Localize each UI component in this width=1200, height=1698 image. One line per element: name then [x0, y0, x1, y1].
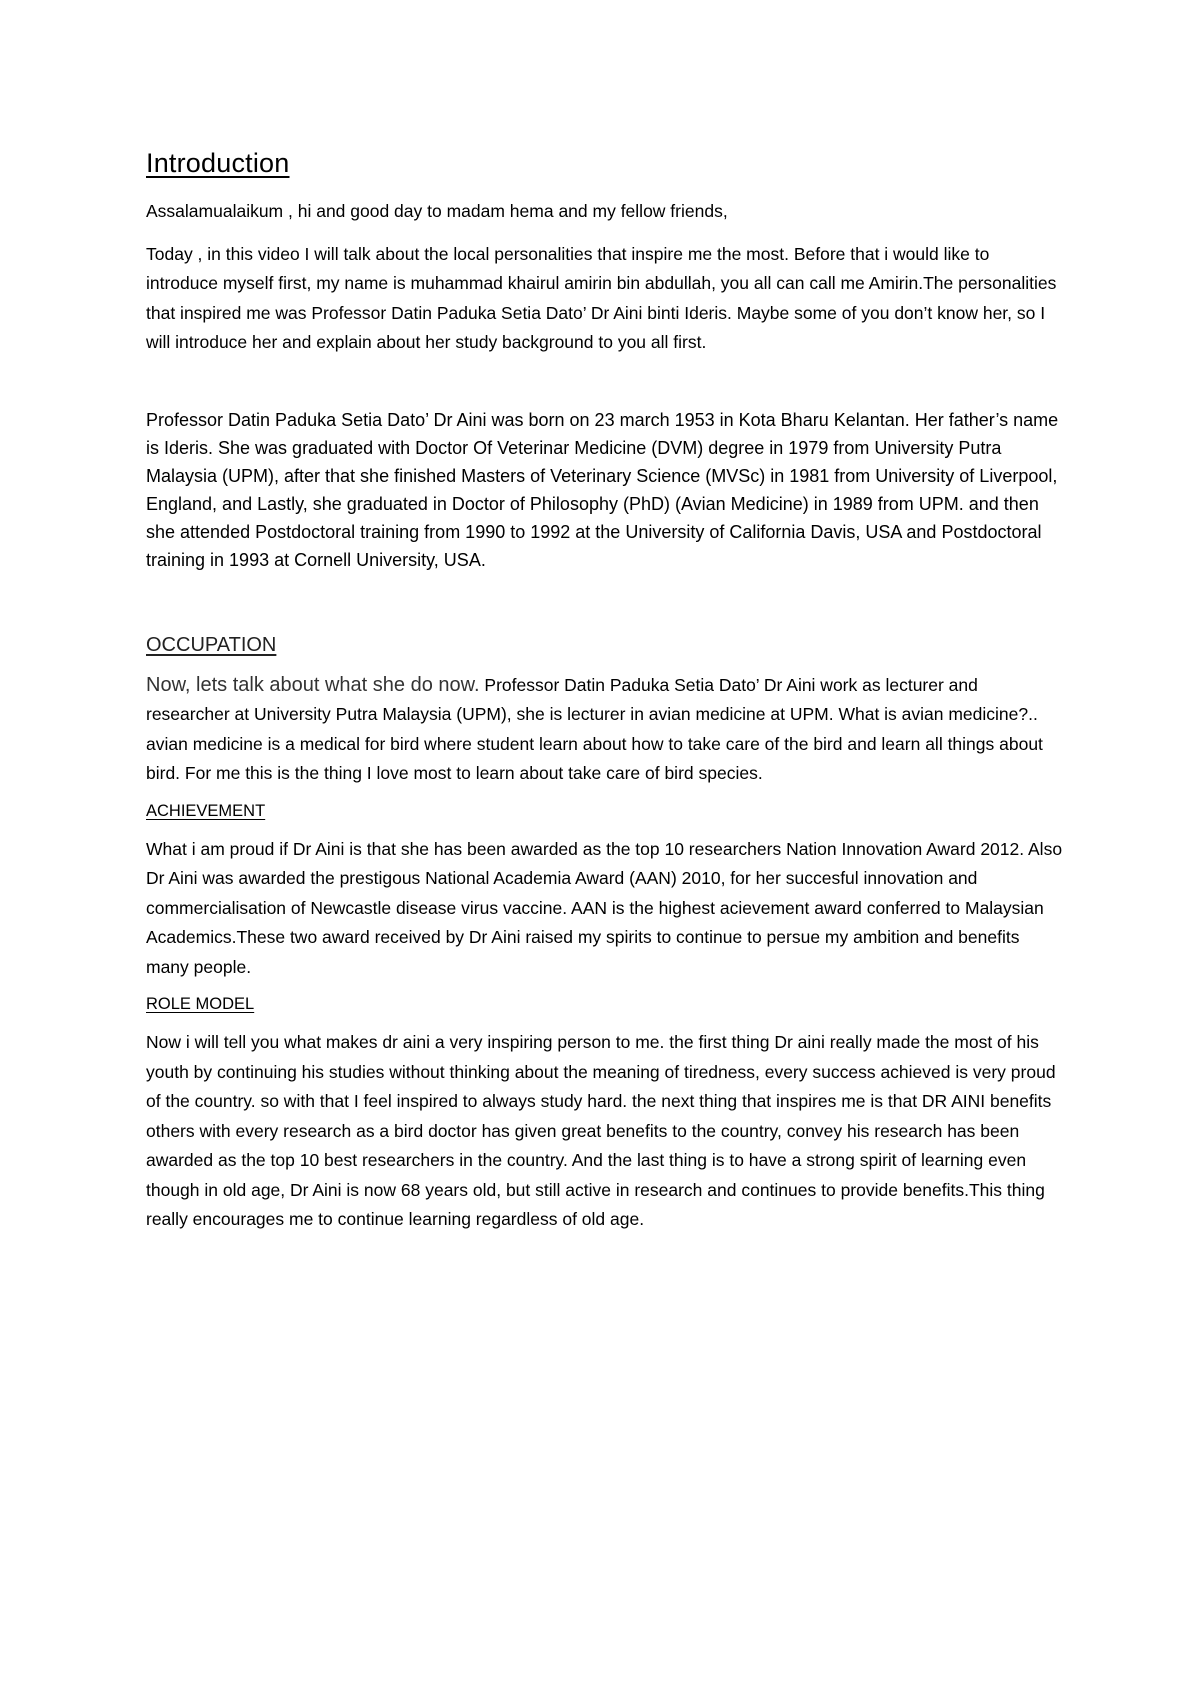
document-body: [146, 148, 1064, 1248]
introduction-heading: Introduction: [146, 148, 290, 178]
biography-paragraph: Professor Datin Paduka Setia Dato’ Dr Aini was born on 23 march 1953 in Kota Bharu Kelantan. Her father’s name is Ideris. She was graduated with Doctor Of Veterinar Medicine (DVM) degree in 1979 from University Putra Malaysia (UPM), after that she finished Masters of Veterinary Science (MVSc) in 1981 from University of Liverpool, England, and Lastly, she graduated in Doctor of Philosophy (PhD) (Avian Medicine) in 1989 from UPM. and then she attended Postdoctoral training from 1990 to 1992 at the University of California Davis, USA and Postdoctoral training in 1993 at Cornell University, USA.: [146, 409, 1059, 570]
occupation-body: Professor Datin Paduka Setia Dato’ Dr Aini work as lecturer and researcher at University Putra Malaysia (UPM), she is lecturer in avian medicine at UPM. What is avian medicine?.. avian medicine is a medical for bird where student learn about how to take care of the bird and learn all things about bird. For me this is the thing I love most to learn about take care of bird species.: [146, 674, 1043, 783]
occupation-heading: OCCUPATION: [146, 633, 277, 656]
role-model-paragraph: Now i will tell you what makes dr aini a very inspiring person to me. the first thing Dr aini really made the most of his youth by continuing his studies without thinking about the meaning of tiredness, every success achieved is very proud of the country. so with that I feel inspired to always study hard. the next thing that inspires me is that DR AINI benefits others with every research as a bird doctor has given great benefits to the country, convey his research has been awarded as the top 10 best researchers in the country. And the last thing is to have a strong spirit of learning even though in old age, Dr Aini is now 68 years old, but still active in research and continues to provide benefits.This thing really encourages me to continue learning regardless of old age.: [146, 1032, 1056, 1229]
greeting-paragraph: Assalamualaikum , hi and good day to madam hema and my fellow friends,: [146, 201, 728, 221]
occupation-paragraph: [146, 671, 1064, 789]
introduction-paragraph: Today , in this video I will talk about the local personalities that inspire me the most. Before that i would like to introduce myself first, my name is muhammad khairul amirin bin abdullah, you all can call me Amirin.The personalities that inspired me was Professor Datin Paduka Setia Dato’ Dr Aini binti Ideris. Maybe some of you don’t know her, so I will introduce her and explain about her study background to you all first.: [146, 243, 1057, 352]
role-model-heading: ROLE MODEL: [146, 995, 255, 1013]
occupation-lead: Now, lets talk about what she do now.: [146, 673, 480, 696]
achievement-heading: ACHIEVEMENT: [146, 801, 266, 820]
achievement-paragraph: What i am proud if Dr Aini is that she has been awarded as the top 10 researchers Nation Innovation Award 2012. Also Dr Aini was awarded the prestigous National Academia Award (AAN) 2010, for her succesful innovation and commercialisation of Newcastle disease virus vaccine. AAN is the highest acievement award conferred to Malaysian Academics.These two award received by Dr Aini raised my spirits to continue to persue my ambition and benefits many people.: [146, 838, 1063, 977]
